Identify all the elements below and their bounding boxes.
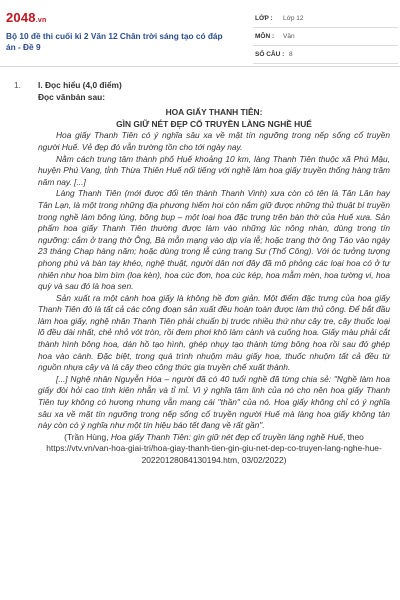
source-prefix: (Trần Hùng, [64, 431, 111, 442]
article-paragraph: Hoa giấy Thanh Tiên có ý nghĩa sâu xa về mặt tín ngưỡng trong nếp sống cổ truyền người Huế. Vẻ đẹp đó vẫn trường tồn cho tới ngày nay. [38, 130, 390, 152]
question-content [14, 80, 390, 467]
meta-label: MÔN : [255, 33, 275, 40]
page-header [0, 0, 400, 67]
meta-value: Lớp 12 [283, 15, 304, 22]
article-paragraph: Nằm cách trung tâm thành phố Huế khoảng 10 km, làng Thanh Tiên thuộc xã Phú Mậu, huyện Phú Vang, tỉnh Thừa Thiên Huế nổi tiếng với nghề làm hoa giấy truyền thống hàng trăm năm nay. [...] [38, 153, 390, 187]
meta-value: Văn [283, 33, 295, 40]
document-title: Bộ 10 đề thi cuối kì 2 Văn 12 Chân trời sáng tạo có đáp án - Đề 9 [6, 31, 223, 52]
meta-row-subject [253, 28, 398, 46]
meta-value: 8 [289, 51, 293, 58]
question-body [38, 80, 390, 467]
meta-label: LỚP : [255, 15, 273, 22]
article-paragraph: Sản xuất ra một cành hoa giấy là không hề đơn giản. Một điểm đặc trưng của hoa giấy Thanh Tiên đó là tất cả các công đoạn sản xuất đều hoàn toàn được làm thủ công. Để bắt đầu làm hoa giấy, nghệ nhân Thanh Tiên phải chuẩn bị trước nhiều thứ như cây tre, cây thuốc loại lõ đều dài nhất, chẻ nhỏ vót tròn, rồi đem phơi khô làm cành và cuống hoa. Giấy màu phải cắt thành hình bông hoa, dán hồ tạo hình, ghép nhụy tạo thành từng bông hoa rồi sau đó ghép hoa vào cành. Đặc biệt, trong quá trình nhuộm màu giấy hoa, thuốc nhuộm tất cả đều từ nguồn nhựa cây và lá cây theo công thức gia truyền chế xuất thành. [38, 292, 390, 373]
site-logo[interactable] [6, 10, 46, 25]
meta-panel [253, 10, 398, 64]
meta-label: SỐ CÂU : [255, 51, 285, 58]
question-number: 1. [14, 80, 21, 90]
logo-text: 2048 [6, 10, 36, 25]
meta-row-question-count [253, 46, 398, 64]
article-paragraph: Làng Thanh Tiên (mới được đổi tên thành Thanh Vinh) xưa còn có tên là Tân Lăn hay Tân Lạn, là một trong những địa phương hiếm hoi còn nắm giữ được những thủ thuật bí truyền trong nghề làm bông lúng, bông bụp – một loại hoa đặc trưng trên bàn thờ của Huế xưa. Sản phẩm hoa giấy Thanh Tiên thường được làm vào những lúc nông nhàn, dùng trong tín ngưỡng: cắm ở trang thờ Ông, Bà mỗn mạng vào dịp vía lễ; hoặc trang thờ ông Táo vào ngày 23 tháng Chạp hàng năm; hoặc dùng trong lễ cúng trang Sư (Thổ Công). Với óc tưởng tượng phong phú và bàn tay khéo, nghệ thuật, người dân nơi đây đã mô phỏng các loại hoa có ở tự nhiên như hoa bìm bìm (loa kèn), hoa cúc đơn, hoa cúc kép, hoa mẫm mèn, hoa tường vi, hoa quỳ và sau đó là hoa sen. [38, 188, 390, 292]
source-title: Hoa giấy Thanh Tiên: gìn giữ nét đẹp cổ truyền làng nghề Huế [110, 431, 343, 442]
instruction-text: Đọc vănbản sau: [38, 91, 106, 102]
article-title-line-2: GÌN GIỮ NÉT ĐẸP CỔ TRUYỀN LÀNG NGHỀ HUẾ [116, 118, 312, 129]
article-source [38, 432, 390, 467]
article-title-line-1: HOA GIẤY THANH TIÊN: [165, 107, 263, 118]
source-suffix: , theo https://vtv.vn/van-hoa-giai-tri/hoa-giay-thanh-tien-gin-giu-net-dep-co-truyen-lang-nghe-hue-20220128084130194.htm, 03/02/2022) [46, 431, 382, 465]
meta-row-class [253, 10, 398, 28]
logo-suffix: .vn [35, 17, 47, 24]
section-heading: I. Đọc hiểu (4,0 điểm) [38, 80, 122, 90]
article-paragraph: [...] Nghệ nhân Nguyễn Hóa – người đã có 40 tuổi nghề đã từng chia sẻ: "Nghề làm hoa giấy đòi hỏi cao tính kiên nhẫn và tỉ mỉ. Vì ý nghĩa tâm linh của nó cho nên hoa giấy Thanh Tiên tuy không có hương nhưng vẫn mang cái "thần" của nó. Hoa giấy không chỉ có ý nghĩa sâu xa về mặt tín ngưỡng trong nếp sống cổ truyền người Huế mà làng hoa giấy không tàn này còn có ý nghĩa như một tín hiệu báo tết đang về rất gần". [38, 373, 390, 431]
